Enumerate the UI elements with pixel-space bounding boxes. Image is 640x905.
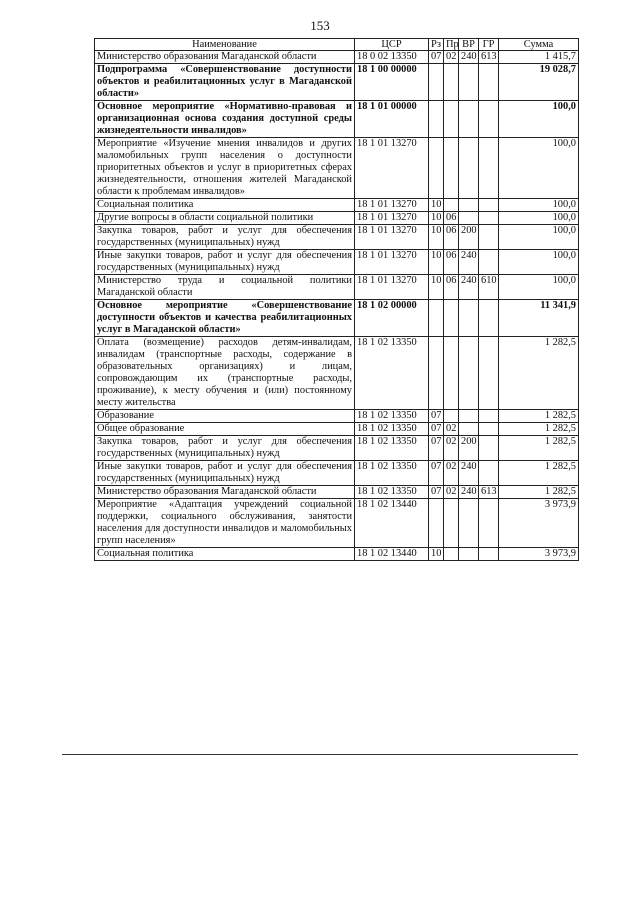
row-name-cell: Министерство образования Магаданской области [95,486,355,499]
table-row [95,212,579,225]
row-name-cell: Общее образование [95,423,355,436]
row-gr-cell [479,250,499,275]
footer-divider [62,754,578,755]
row-rz-cell: 07 [429,436,444,461]
table-row [95,548,579,561]
row-csr-cell: 18 1 01 13270 [355,199,429,212]
row-name-cell: Основное мероприятие «Нормативно-правовая и организационная основа создания доступной среды жизнедеятельности инвалидов» [95,101,355,138]
row-vr-cell [459,138,479,199]
row-csr-cell: 18 1 02 13350 [355,486,429,499]
row-rz-cell: 10 [429,212,444,225]
row-gr-cell [479,548,499,561]
row-rz-cell: 07 [429,423,444,436]
header-csr: ЦСР [355,39,429,51]
row-name-cell: Закупка товаров, работ и услуг для обеспечения государственных (муниципальных) нужд [95,225,355,250]
row-pr-cell [444,101,459,138]
row-sum-cell: 3 973,9 [499,548,579,561]
row-csr-cell: 18 0 02 13350 [355,51,429,64]
row-pr-cell: 02 [444,423,459,436]
row-name-cell: Образование [95,410,355,423]
row-name-cell: Иные закупки товаров, работ и услуг для обеспечения государственных (муниципальных) нужд [95,250,355,275]
table-row [95,410,579,423]
row-vr-cell [459,199,479,212]
row-sum-cell: 11 341,9 [499,300,579,337]
row-csr-cell: 18 1 02 13350 [355,337,429,410]
row-rz-cell [429,138,444,199]
table-row [95,225,579,250]
row-csr-cell: 18 1 01 13270 [355,225,429,250]
row-sum-cell: 1 282,5 [499,486,579,499]
row-vr-cell [459,423,479,436]
table-row [95,64,579,101]
row-rz-cell: 07 [429,410,444,423]
row-pr-cell: 02 [444,51,459,64]
row-gr-cell [479,225,499,250]
row-sum-cell: 1 282,5 [499,410,579,423]
row-sum-cell: 1 415,7 [499,51,579,64]
row-name-cell: Мероприятие «Адаптация учреждений социальной поддержки, социального обслуживания, занятости населения для доступности инвалидов и маломобильных групп населения» [95,499,355,548]
row-sum-cell: 100,0 [499,101,579,138]
row-sum-cell: 100,0 [499,275,579,300]
table-row [95,486,579,499]
table-row [95,275,579,300]
row-gr-cell: 610 [479,275,499,300]
row-vr-cell [459,499,479,548]
row-name-cell: Подпрограмма «Совершенствование доступности объектов и реабилитационных услуг в Магаданской области» [95,64,355,101]
row-rz-cell: 10 [429,548,444,561]
row-pr-cell [444,337,459,410]
row-sum-cell: 3 973,9 [499,499,579,548]
row-pr-cell [444,138,459,199]
row-csr-cell: 18 1 00 00000 [355,64,429,101]
table-row [95,51,579,64]
row-name-cell: Оплата (возмещение) расходов детям-инвалидам, инвалидам (транспортные расходы, содержание в образовательных организациях) и лицам, сопровождающим их (транспортные расходы, проживание), к месту обучения и (или) постоянному месту жительства [95,337,355,410]
row-pr-cell: 02 [444,461,459,486]
table-row [95,250,579,275]
row-vr-cell: 240 [459,51,479,64]
table-header-row [95,39,579,51]
row-csr-cell: 18 1 01 00000 [355,101,429,138]
row-csr-cell: 18 1 02 13350 [355,423,429,436]
row-gr-cell [479,199,499,212]
row-vr-cell [459,64,479,101]
row-pr-cell: 02 [444,436,459,461]
row-csr-cell: 18 1 02 13350 [355,436,429,461]
row-csr-cell: 18 1 02 13350 [355,410,429,423]
row-rz-cell [429,101,444,138]
row-vr-cell: 200 [459,436,479,461]
row-gr-cell [479,410,499,423]
row-sum-cell: 100,0 [499,225,579,250]
table-row [95,436,579,461]
row-vr-cell: 240 [459,275,479,300]
row-pr-cell: 06 [444,275,459,300]
row-name-cell: Мероприятие «Изучение мнения инвалидов и других маломобильных групп населения о доступности приоритетных объектов и услуг в приоритетных сферах жизнедеятельности, отношения жителей Магаданской области к проблемам инвалидов» [95,138,355,199]
row-rz-cell: 10 [429,225,444,250]
row-pr-cell [444,499,459,548]
row-gr-cell [479,436,499,461]
header-sum: Сумма [499,39,579,51]
row-name-cell: Министерство труда и социальной политики Магаданской области [95,275,355,300]
row-csr-cell: 18 1 02 13350 [355,461,429,486]
row-pr-cell [444,548,459,561]
header-rz: Рз [429,39,444,51]
table-row [95,101,579,138]
row-sum-cell: 100,0 [499,212,579,225]
row-pr-cell: 06 [444,250,459,275]
row-csr-cell: 18 1 02 13440 [355,548,429,561]
header-name: Наименование [95,39,355,51]
row-csr-cell: 18 1 01 13270 [355,212,429,225]
row-sum-cell: 100,0 [499,199,579,212]
row-rz-cell [429,337,444,410]
row-name-cell: Основное мероприятие «Совершенствование доступности объектов и качества реабилитационных услуг в Магаданской области» [95,300,355,337]
row-sum-cell: 1 282,5 [499,337,579,410]
row-gr-cell [479,300,499,337]
budget-table [94,38,579,561]
row-vr-cell: 200 [459,225,479,250]
row-gr-cell [479,461,499,486]
table-row [95,461,579,486]
row-pr-cell [444,199,459,212]
row-name-cell: Министерство образования Магаданской области [95,51,355,64]
row-csr-cell: 18 1 01 13270 [355,275,429,300]
row-rz-cell: 07 [429,486,444,499]
page-number: 153 [310,18,330,33]
table-row [95,337,579,410]
row-pr-cell: 02 [444,486,459,499]
row-sum-cell: 100,0 [499,138,579,199]
row-rz-cell [429,499,444,548]
row-pr-cell [444,300,459,337]
row-csr-cell: 18 1 01 13270 [355,138,429,199]
row-csr-cell: 18 1 01 13270 [355,250,429,275]
row-rz-cell: 10 [429,199,444,212]
row-rz-cell [429,64,444,101]
row-name-cell: Закупка товаров, работ и услуг для обеспечения государственных (муниципальных) нужд [95,436,355,461]
row-vr-cell: 240 [459,486,479,499]
row-vr-cell: 240 [459,250,479,275]
table-row [95,138,579,199]
row-pr-cell: 06 [444,225,459,250]
row-pr-cell [444,410,459,423]
row-gr-cell [479,499,499,548]
row-sum-cell: 19 028,7 [499,64,579,101]
header-gr: ГР [479,39,499,51]
header-vr: ВР [459,39,479,51]
row-name-cell: Иные закупки товаров, работ и услуг для обеспечения государственных (муниципальных) нужд [95,461,355,486]
row-vr-cell [459,548,479,561]
table-row [95,499,579,548]
row-vr-cell [459,212,479,225]
row-sum-cell: 1 282,5 [499,423,579,436]
row-rz-cell: 07 [429,461,444,486]
row-name-cell: Социальная политика [95,548,355,561]
row-sum-cell: 1 282,5 [499,436,579,461]
row-vr-cell [459,300,479,337]
row-csr-cell: 18 1 02 00000 [355,300,429,337]
header-pr: Пр [444,39,459,51]
row-csr-cell: 18 1 02 13440 [355,499,429,548]
row-rz-cell: 10 [429,275,444,300]
row-pr-cell: 06 [444,212,459,225]
row-name-cell: Другие вопросы в области социальной политики [95,212,355,225]
row-gr-cell [479,101,499,138]
row-rz-cell [429,300,444,337]
row-vr-cell: 240 [459,461,479,486]
row-vr-cell [459,337,479,410]
row-gr-cell: 613 [479,51,499,64]
table-row [95,199,579,212]
row-gr-cell [479,64,499,101]
row-gr-cell [479,212,499,225]
row-gr-cell [479,138,499,199]
row-rz-cell: 10 [429,250,444,275]
row-gr-cell [479,337,499,410]
row-vr-cell [459,410,479,423]
row-vr-cell [459,101,479,138]
table-row [95,300,579,337]
row-pr-cell [444,64,459,101]
row-sum-cell: 1 282,5 [499,461,579,486]
row-name-cell: Социальная политика [95,199,355,212]
row-sum-cell: 100,0 [499,250,579,275]
table-row [95,423,579,436]
row-gr-cell [479,423,499,436]
row-rz-cell: 07 [429,51,444,64]
row-gr-cell: 613 [479,486,499,499]
